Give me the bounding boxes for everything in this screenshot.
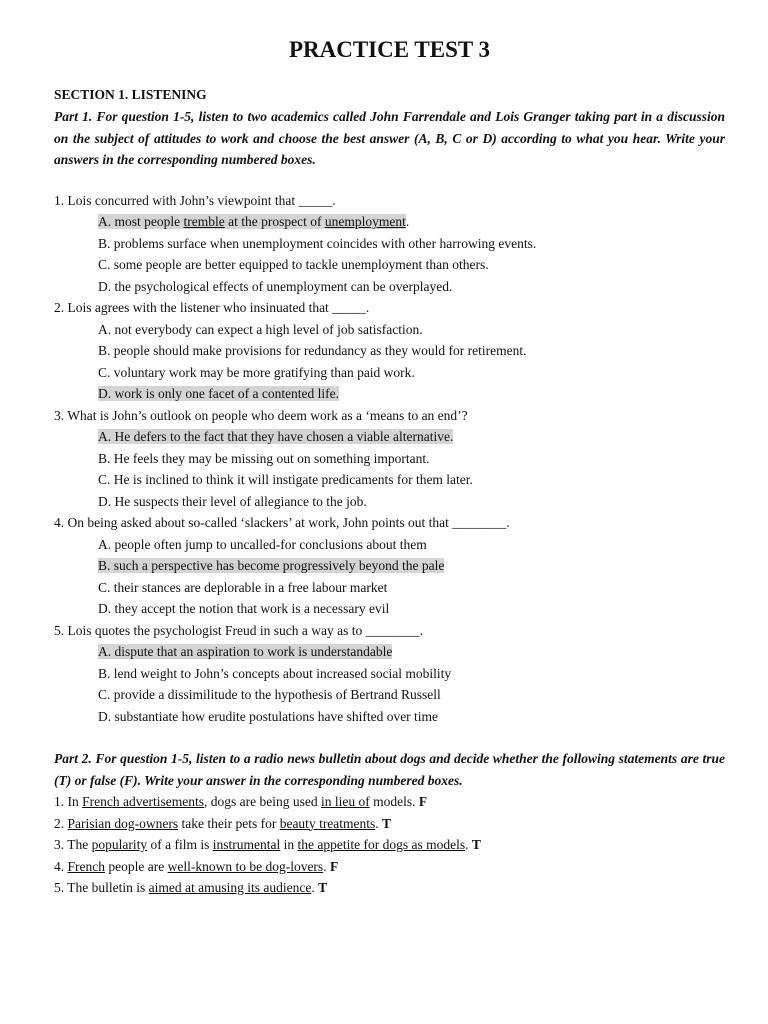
question-stem: 4. On being asked about so-called ‘slackers’ at work, John points out that ________. xyxy=(54,515,510,530)
option-3b: B. He feels they may be missing out on something important. xyxy=(98,450,430,466)
question-stem: 5. Lois quotes the psychologist Freud in such a way as to ________. xyxy=(54,622,423,638)
option-5c: C. provide a dissimilitude to the hypothesis of Bertrand Russell xyxy=(98,687,441,702)
highlighted-answer: B. such a perspective has become progressively beyond the pale xyxy=(98,558,445,573)
option-4d: D. they accept the notion that work is a necessary evil xyxy=(98,601,390,616)
tf-statement-1: 1. In French advertisements, dogs are being used in lieu of models. F xyxy=(54,794,428,809)
option-2a: A. not everybody can expect a high level of job satisfaction. xyxy=(98,321,423,337)
part2-instruction: Part 2. For question 1-5, listen to a radio news bulletin about dogs and decide whether the following statements are true (T) or false (F). Write your answer in the corresponding numbered boxes. xyxy=(54,751,725,788)
option-4a: A. people often jump to uncalled-for conclusions about them xyxy=(98,536,427,552)
tf-answer: F xyxy=(329,858,339,874)
highlighted-answer: D. work is only one facet of a contented life. xyxy=(98,386,340,401)
option-5b: B. lend weight to John’s concepts about increased social mobility xyxy=(98,665,452,681)
option-5d: D. substantiate how erudite postulations have shifted over time xyxy=(98,708,439,724)
tf-answer: T xyxy=(318,880,328,895)
section-heading: SECTION 1. LISTENING xyxy=(54,87,207,102)
option-1a: A. most people tremble at the prospect of unemployment. xyxy=(98,214,410,229)
tf-statement-4: 4. French people are well-known to be dog-lovers. F xyxy=(54,858,339,874)
highlighted-answer: A. dispute that an aspiration to work is understandable xyxy=(98,644,393,659)
question-stem: 2. Lois agrees with the listener who insinuated that _____. xyxy=(54,300,370,315)
option-1b: B. problems surface when unemployment coincides with other harrowing events. xyxy=(98,235,537,251)
highlighted-answer: A. He defers to the fact that they have chosen a viable alternative. xyxy=(98,429,454,444)
option-2d xyxy=(54,383,725,405)
tf-answer: F xyxy=(418,794,428,809)
question-stem: 1. Lois concurred with John’s viewpoint that _____. xyxy=(54,192,336,208)
option-2c: C. voluntary work may be more gratifying than paid work. xyxy=(98,364,415,380)
option-4c: C. their stances are deplorable in a free labour market xyxy=(98,579,388,595)
tf-statement-3: 3. The popularity of a film is instrumental in the appetite for dogs as models. T xyxy=(54,837,481,852)
tf-answer: T xyxy=(382,815,392,831)
part1-instruction: Part 1. For question 1-5, listen to two academics called John Farrendale and Lois Granger taking part in a discussion on the subject of attitudes to work and choose the best answer (A, B, C or D) according to what you hear. Write your answers in the corresponding numbered boxes. xyxy=(54,109,725,167)
tf-answer: T xyxy=(471,837,481,852)
option-1c: C. some people are better equipped to tackle unemployment than others. xyxy=(98,257,489,272)
option-1d: D. the psychological effects of unemployment can be overplayed. xyxy=(98,278,453,294)
highlighted-answer: A. most people tremble at the prospect of unemployment xyxy=(98,214,406,229)
option-5a xyxy=(54,641,725,663)
question-stem: 3. What is John’s outlook on people who deem work as a ‘means to an end’? xyxy=(54,407,468,423)
option-3d: D. He suspects their level of allegiance to the job. xyxy=(98,493,367,509)
tf-statement-2: 2. Parisian dog-owners take their pets for beauty treatments. T xyxy=(54,815,392,831)
option-3a xyxy=(54,426,725,448)
part1-question-list xyxy=(54,190,725,728)
tf-statement-5: 5. The bulletin is aimed at amusing its audience. T xyxy=(54,880,328,895)
option-2b: B. people should make provisions for redundancy as they would for retirement. xyxy=(98,343,527,358)
page-title: PRACTICE TEST 3 xyxy=(288,37,491,62)
option-4b xyxy=(54,555,725,577)
part2-block xyxy=(54,748,725,899)
option-3c: C. He is inclined to think it will instigate predicaments for them later. xyxy=(98,472,473,487)
